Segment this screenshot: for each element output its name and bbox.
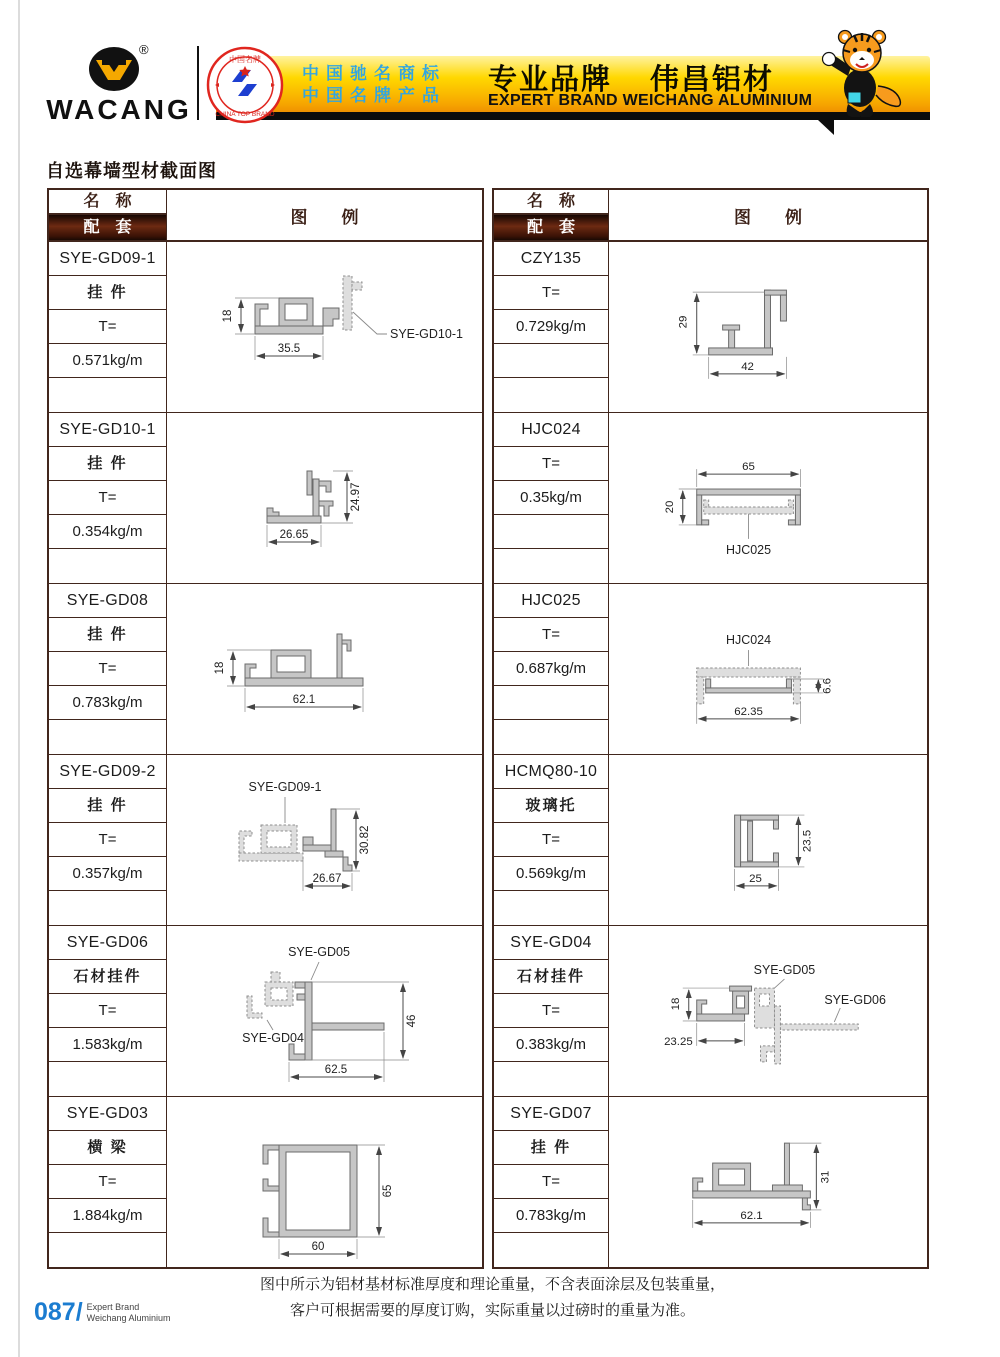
product-type: 挂 件 xyxy=(494,1131,608,1165)
table-left-header xyxy=(49,190,482,242)
col-header-legend: 图 例 xyxy=(734,207,802,227)
banner-slogan-en: EXPERT BRAND WEICHANG ALUMINIUM xyxy=(488,92,813,109)
svg-text:62.1: 62.1 xyxy=(740,1209,763,1222)
product-type: 玻璃托 xyxy=(494,789,608,823)
svg-text:60: 60 xyxy=(311,1241,325,1253)
svg-text:29: 29 xyxy=(677,315,690,329)
wacang-logo-icon xyxy=(88,46,140,92)
profile-diagram xyxy=(609,1097,927,1267)
product-code: CZY135 xyxy=(494,242,608,276)
banner-honor-line1: 中国驰名商标 xyxy=(302,64,446,83)
weight-value: 0.354kg/m xyxy=(49,515,166,549)
svg-text:62.35: 62.35 xyxy=(734,705,763,718)
svg-text:31: 31 xyxy=(819,1170,832,1184)
tiger-mascot-icon xyxy=(818,26,910,124)
svg-text:18: 18 xyxy=(669,997,682,1011)
registered-mark: ® xyxy=(139,42,149,57)
product-code: HJC025 xyxy=(494,584,608,618)
page-number: 087/ xyxy=(34,1298,83,1326)
slogan-left: 专业品牌 xyxy=(488,64,613,96)
footer-brand xyxy=(87,1300,171,1324)
ref-label: SYE-GD05 xyxy=(753,963,816,978)
thickness-label: T= xyxy=(494,447,608,481)
thickness-label: T= xyxy=(494,618,608,652)
weight-value: 0.383kg/m xyxy=(494,1028,608,1062)
ref-label: SYE-GD04 xyxy=(242,1031,304,1045)
profile-diagram xyxy=(609,242,927,412)
thickness-label: T= xyxy=(49,652,166,686)
weight-value: 0.729kg/m xyxy=(494,310,608,344)
weight-value: 0.357kg/m xyxy=(49,857,166,891)
scan-edge-line xyxy=(18,0,20,1357)
svg-text:CHINA TOP BRAND: CHINA TOP BRAND xyxy=(215,111,275,118)
product-type: 横 梁 xyxy=(49,1131,166,1165)
product-code: SYE-GD08 xyxy=(49,584,166,618)
svg-text:18: 18 xyxy=(214,661,226,675)
thickness-label: T= xyxy=(494,276,608,310)
thickness-label: T= xyxy=(49,823,166,857)
product-code: SYE-GD09-1 xyxy=(49,242,166,276)
thickness-label: T= xyxy=(494,1165,608,1199)
product-code: HJC024 xyxy=(494,413,608,447)
svg-text:42: 42 xyxy=(741,360,754,373)
weight-value: 0.783kg/m xyxy=(494,1199,608,1233)
product-type: 挂 件 xyxy=(49,789,166,823)
table-row xyxy=(494,926,927,1097)
profile-diagram xyxy=(167,584,482,754)
profile-diagram xyxy=(167,755,482,925)
svg-text:35.5: 35.5 xyxy=(277,343,301,355)
svg-text:23.5: 23.5 xyxy=(801,829,814,853)
slogan-right: 伟昌铝材 xyxy=(650,64,775,96)
svg-text:6.6: 6.6 xyxy=(821,677,834,694)
weight-value: 0.783kg/m xyxy=(49,686,166,720)
svg-text:23.25: 23.25 xyxy=(664,1035,693,1048)
banner-honor-line2: 中国名牌产品 xyxy=(302,86,446,105)
thickness-label: T= xyxy=(49,481,166,515)
banner-honors xyxy=(302,63,446,107)
table-row xyxy=(49,413,482,584)
table-row xyxy=(49,755,482,926)
svg-text:24.97: 24.97 xyxy=(350,482,362,512)
weight-value: 1.583kg/m xyxy=(49,1028,166,1062)
footer-note-line1: 图中所示为铝材基材标准厚度和理论重量，不含表面涂层及包装重量， xyxy=(259,1276,725,1293)
table-row xyxy=(49,242,482,413)
thickness-label: T= xyxy=(494,823,608,857)
weight-value: 0.571kg/m xyxy=(49,344,166,378)
svg-text:20: 20 xyxy=(663,500,676,514)
product-type: 石材挂件 xyxy=(49,960,166,994)
svg-text:26.65: 26.65 xyxy=(279,529,309,541)
table-row xyxy=(494,242,927,413)
profile-diagram xyxy=(167,1097,482,1267)
ref-label: SYE-GD09-1 xyxy=(248,780,322,794)
thickness-label: T= xyxy=(49,994,166,1028)
product-type: 挂 件 xyxy=(49,447,166,481)
product-type: 挂 件 xyxy=(49,618,166,652)
product-code: SYE-GD09-2 xyxy=(49,755,166,789)
table-row xyxy=(494,755,927,926)
footer-brand-line2: Weichang Aluminium xyxy=(86,1313,171,1323)
weight-value: 0.569kg/m xyxy=(494,857,608,891)
profile-diagram xyxy=(609,413,927,583)
footer-brand-line1: Expert Brand xyxy=(86,1302,140,1312)
china-top-brand-badge-icon xyxy=(206,46,284,124)
ref-label: HJC025 xyxy=(726,542,772,557)
profile-diagram xyxy=(167,242,482,412)
table-row xyxy=(494,413,927,584)
svg-text:30.82: 30.82 xyxy=(359,825,371,855)
table-right-header xyxy=(494,190,927,242)
ref-label: SYE-GD10-1 xyxy=(390,327,463,341)
col-header-match: 配 套 xyxy=(49,215,166,240)
product-code: HCMQ80-10 xyxy=(494,755,608,789)
table-row xyxy=(49,926,482,1097)
thickness-label: T= xyxy=(49,310,166,344)
table-row xyxy=(49,584,482,755)
header-divider xyxy=(197,46,199,120)
product-code: SYE-GD07 xyxy=(494,1097,608,1131)
product-code: SYE-GD03 xyxy=(49,1097,166,1131)
svg-text:62.1: 62.1 xyxy=(292,694,316,706)
ref-label: SYE-GD05 xyxy=(288,945,350,959)
profile-diagram xyxy=(609,926,927,1096)
table-left xyxy=(47,188,484,1269)
weight-value: 0.35kg/m xyxy=(494,481,608,515)
profile-diagram xyxy=(167,413,482,583)
svg-text:25: 25 xyxy=(749,872,762,885)
svg-text:18: 18 xyxy=(222,309,234,323)
table-row xyxy=(494,584,927,755)
svg-text:26.67: 26.67 xyxy=(312,873,342,885)
product-code: SYE-GD06 xyxy=(49,926,166,960)
col-header-name: 名 称 xyxy=(494,190,608,215)
thickness-label: T= xyxy=(494,994,608,1028)
svg-text:65: 65 xyxy=(382,1184,394,1198)
svg-text:62.5: 62.5 xyxy=(324,1064,348,1076)
weight-value: 0.687kg/m xyxy=(494,652,608,686)
page-title: 自选幕墙型材截面图 xyxy=(46,161,217,181)
profile-tables xyxy=(47,188,929,1269)
col-header-match: 配 套 xyxy=(494,215,608,240)
product-code: SYE-GD04 xyxy=(494,926,608,960)
product-type: 挂 件 xyxy=(49,276,166,310)
col-header-legend: 图 例 xyxy=(290,207,359,227)
table-row xyxy=(49,1097,482,1267)
product-code: SYE-GD10-1 xyxy=(49,413,166,447)
brand-name: WACANG xyxy=(46,94,192,125)
profile-diagram xyxy=(609,584,927,754)
table-row xyxy=(494,1097,927,1267)
svg-text:中国名牌: 中国名牌 xyxy=(229,55,261,64)
ref-label: SYE-GD06 xyxy=(824,993,886,1008)
col-header-name: 名 称 xyxy=(49,190,166,215)
footer-note-line2: 客户可根据需要的厚度订购，实际重量以过磅时的重量为准。 xyxy=(289,1302,695,1319)
weight-value: 1.884kg/m xyxy=(49,1199,166,1233)
profile-diagram xyxy=(167,926,482,1096)
profile-diagram xyxy=(609,755,927,925)
page-number-block xyxy=(34,1300,171,1324)
svg-text:46: 46 xyxy=(406,1014,418,1028)
thickness-label: T= xyxy=(49,1165,166,1199)
svg-text:65: 65 xyxy=(742,461,755,474)
table-right xyxy=(492,188,929,1269)
ref-label: HJC024 xyxy=(726,633,772,648)
product-type: 石材挂件 xyxy=(494,960,608,994)
page-header xyxy=(0,0,1000,150)
